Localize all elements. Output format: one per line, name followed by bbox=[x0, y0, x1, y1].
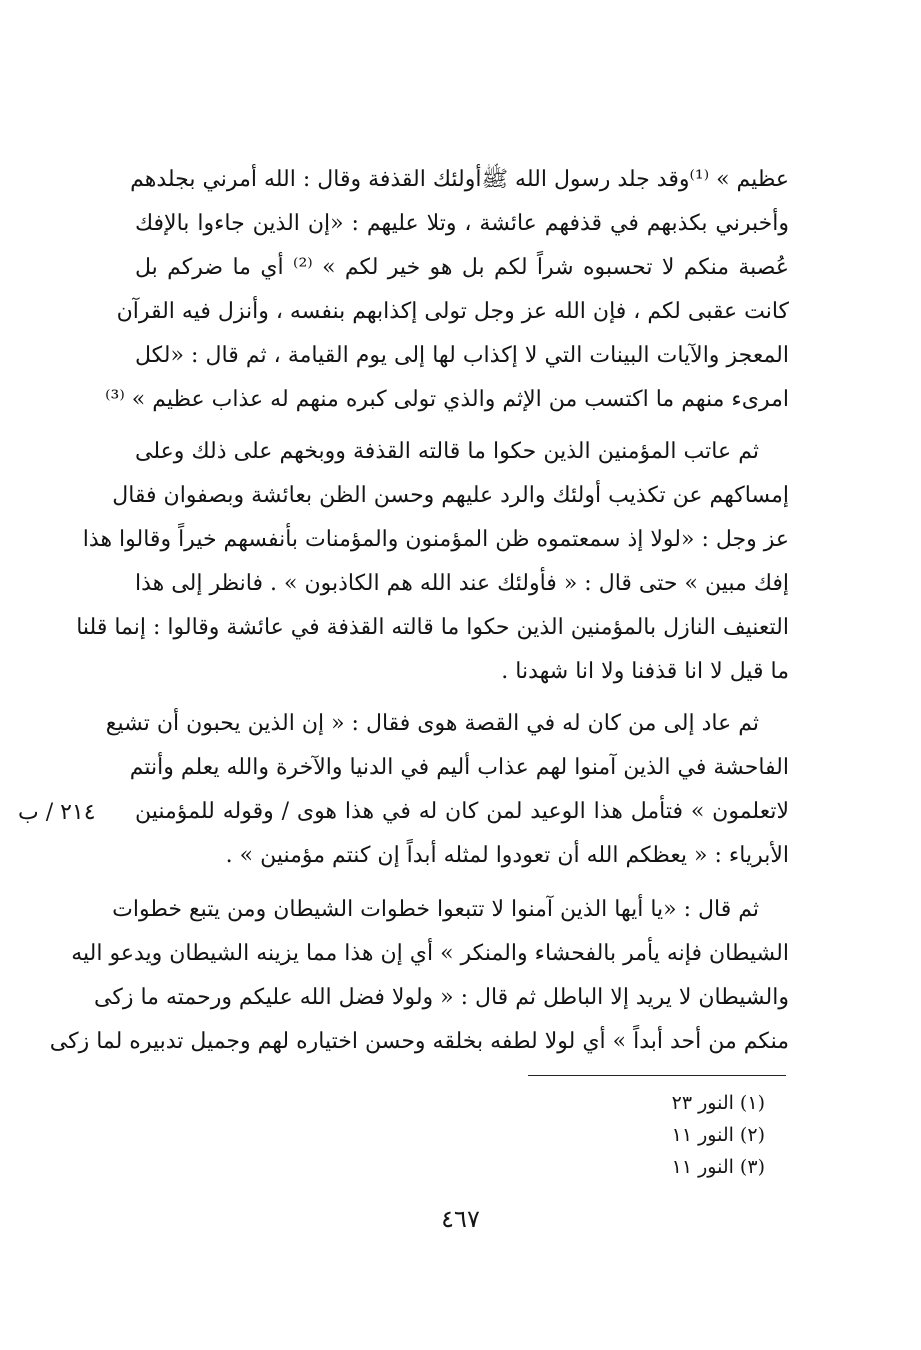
text-line: الفاحشة في الذين آمنوا لهم عذاب أليم في الدنيا والآخرة والله يعلم وأنتم bbox=[129, 755, 789, 780]
footnote-divider bbox=[528, 1075, 786, 1076]
text-line: لاتعلمون » فتأمل هذا الوعيد لمن كان له في هذا هوى / وقوله للمؤمنين bbox=[135, 799, 789, 824]
text-line: وأخبرني بكذبهم في قذفهم عائشة ، وتلا عليهم : «إن الذين جاءوا بالإفك bbox=[135, 211, 789, 236]
text-line: المعجز والآيات البينات التي لا إكذاب لها إلى يوم القيامة ، ثم قال : «لكل bbox=[135, 343, 789, 368]
text-line: الأبرياء : « يعظكم الله أن تعودوا لمثله أبداً إن كنتم مؤمنين » . bbox=[225, 843, 789, 868]
footnote: (١) النور ٢٣ bbox=[671, 1092, 765, 1114]
footnote: (٣) النور ١١ bbox=[671, 1156, 765, 1178]
text-line: كانت عقبى لكم ، فإن الله عز وجل تولى إكذابهم بنفسه ، وأنزل فيه القرآن bbox=[116, 299, 789, 324]
paragraph-start-line: ثم قال : «يا أيها الذين آمنوا لا تتبعوا خطوات الشيطان ومن يتبع خطوات bbox=[112, 897, 759, 922]
text-line: عز وجل : «لولا إذ سمعتموه ظن المؤمنون والمؤمنات بأنفسهم خيراً وقالوا هذا bbox=[82, 527, 789, 552]
text-line: امرىء منهم ما اكتسب من الإثم والذي تولى كبره منهم له عذاب عظيم » ⁽³⁾ bbox=[105, 387, 789, 412]
text-line: التعنيف النازل بالمؤمنين الذين حكوا ما قالته القذفة في عائشة وقالوا : إنما قلنا bbox=[76, 615, 789, 640]
text-line: منكم من أحد أبداً » أي لولا لطفه بخلقه وحسن اختياره لهم وجميل تدبيره لما زكى bbox=[49, 1029, 789, 1054]
footnote: (٢) النور ١١ bbox=[671, 1124, 765, 1146]
text-line: الشيطان فإنه يأمر بالفحشاء والمنكر » أي إن هذا مما يزينه الشيطان ويدعو اليه bbox=[71, 941, 789, 966]
text-line: عُصبة منكم لا تحسبوه شراً لكم بل هو خير لكم » ⁽²⁾ أي ما ضركم بل bbox=[135, 255, 790, 280]
text-line: والشيطان لا يريد إلا الباطل ثم قال : « ولولا فضل الله عليكم ورحمته ما زكى bbox=[94, 985, 789, 1010]
text-line: عظيم » ⁽¹⁾وقد جلد رسول الله ﷺأولئك القذفة وقال : الله أمرني بجلدهم bbox=[130, 167, 789, 192]
paragraph-start-line: ثم عاتب المؤمنين الذين حكوا ما قالته القذفة ووبخهم على ذلك وعلى bbox=[135, 439, 759, 464]
text-line: إمساكهم عن تكذيب أولئك والرد عليهم وحسن الظن بعائشة وبصفوان فقال bbox=[112, 483, 789, 508]
page-number: ٤٦٧ bbox=[441, 1205, 480, 1233]
text-line: ما قيل لا انا قذفنا ولا انا شهدنا . bbox=[501, 659, 789, 684]
text-line: إفك مبين » حتى قال : « فأولئك عند الله هم الكاذبون » . فانظر إلى هذا bbox=[135, 571, 789, 596]
paragraph-start-line: ثم عاد إلى من كان له في القصة هوى فقال : « إن الذين يحبون أن تشيع bbox=[105, 711, 759, 736]
margin-folio-note: ٢١٤ / ب bbox=[18, 800, 96, 825]
